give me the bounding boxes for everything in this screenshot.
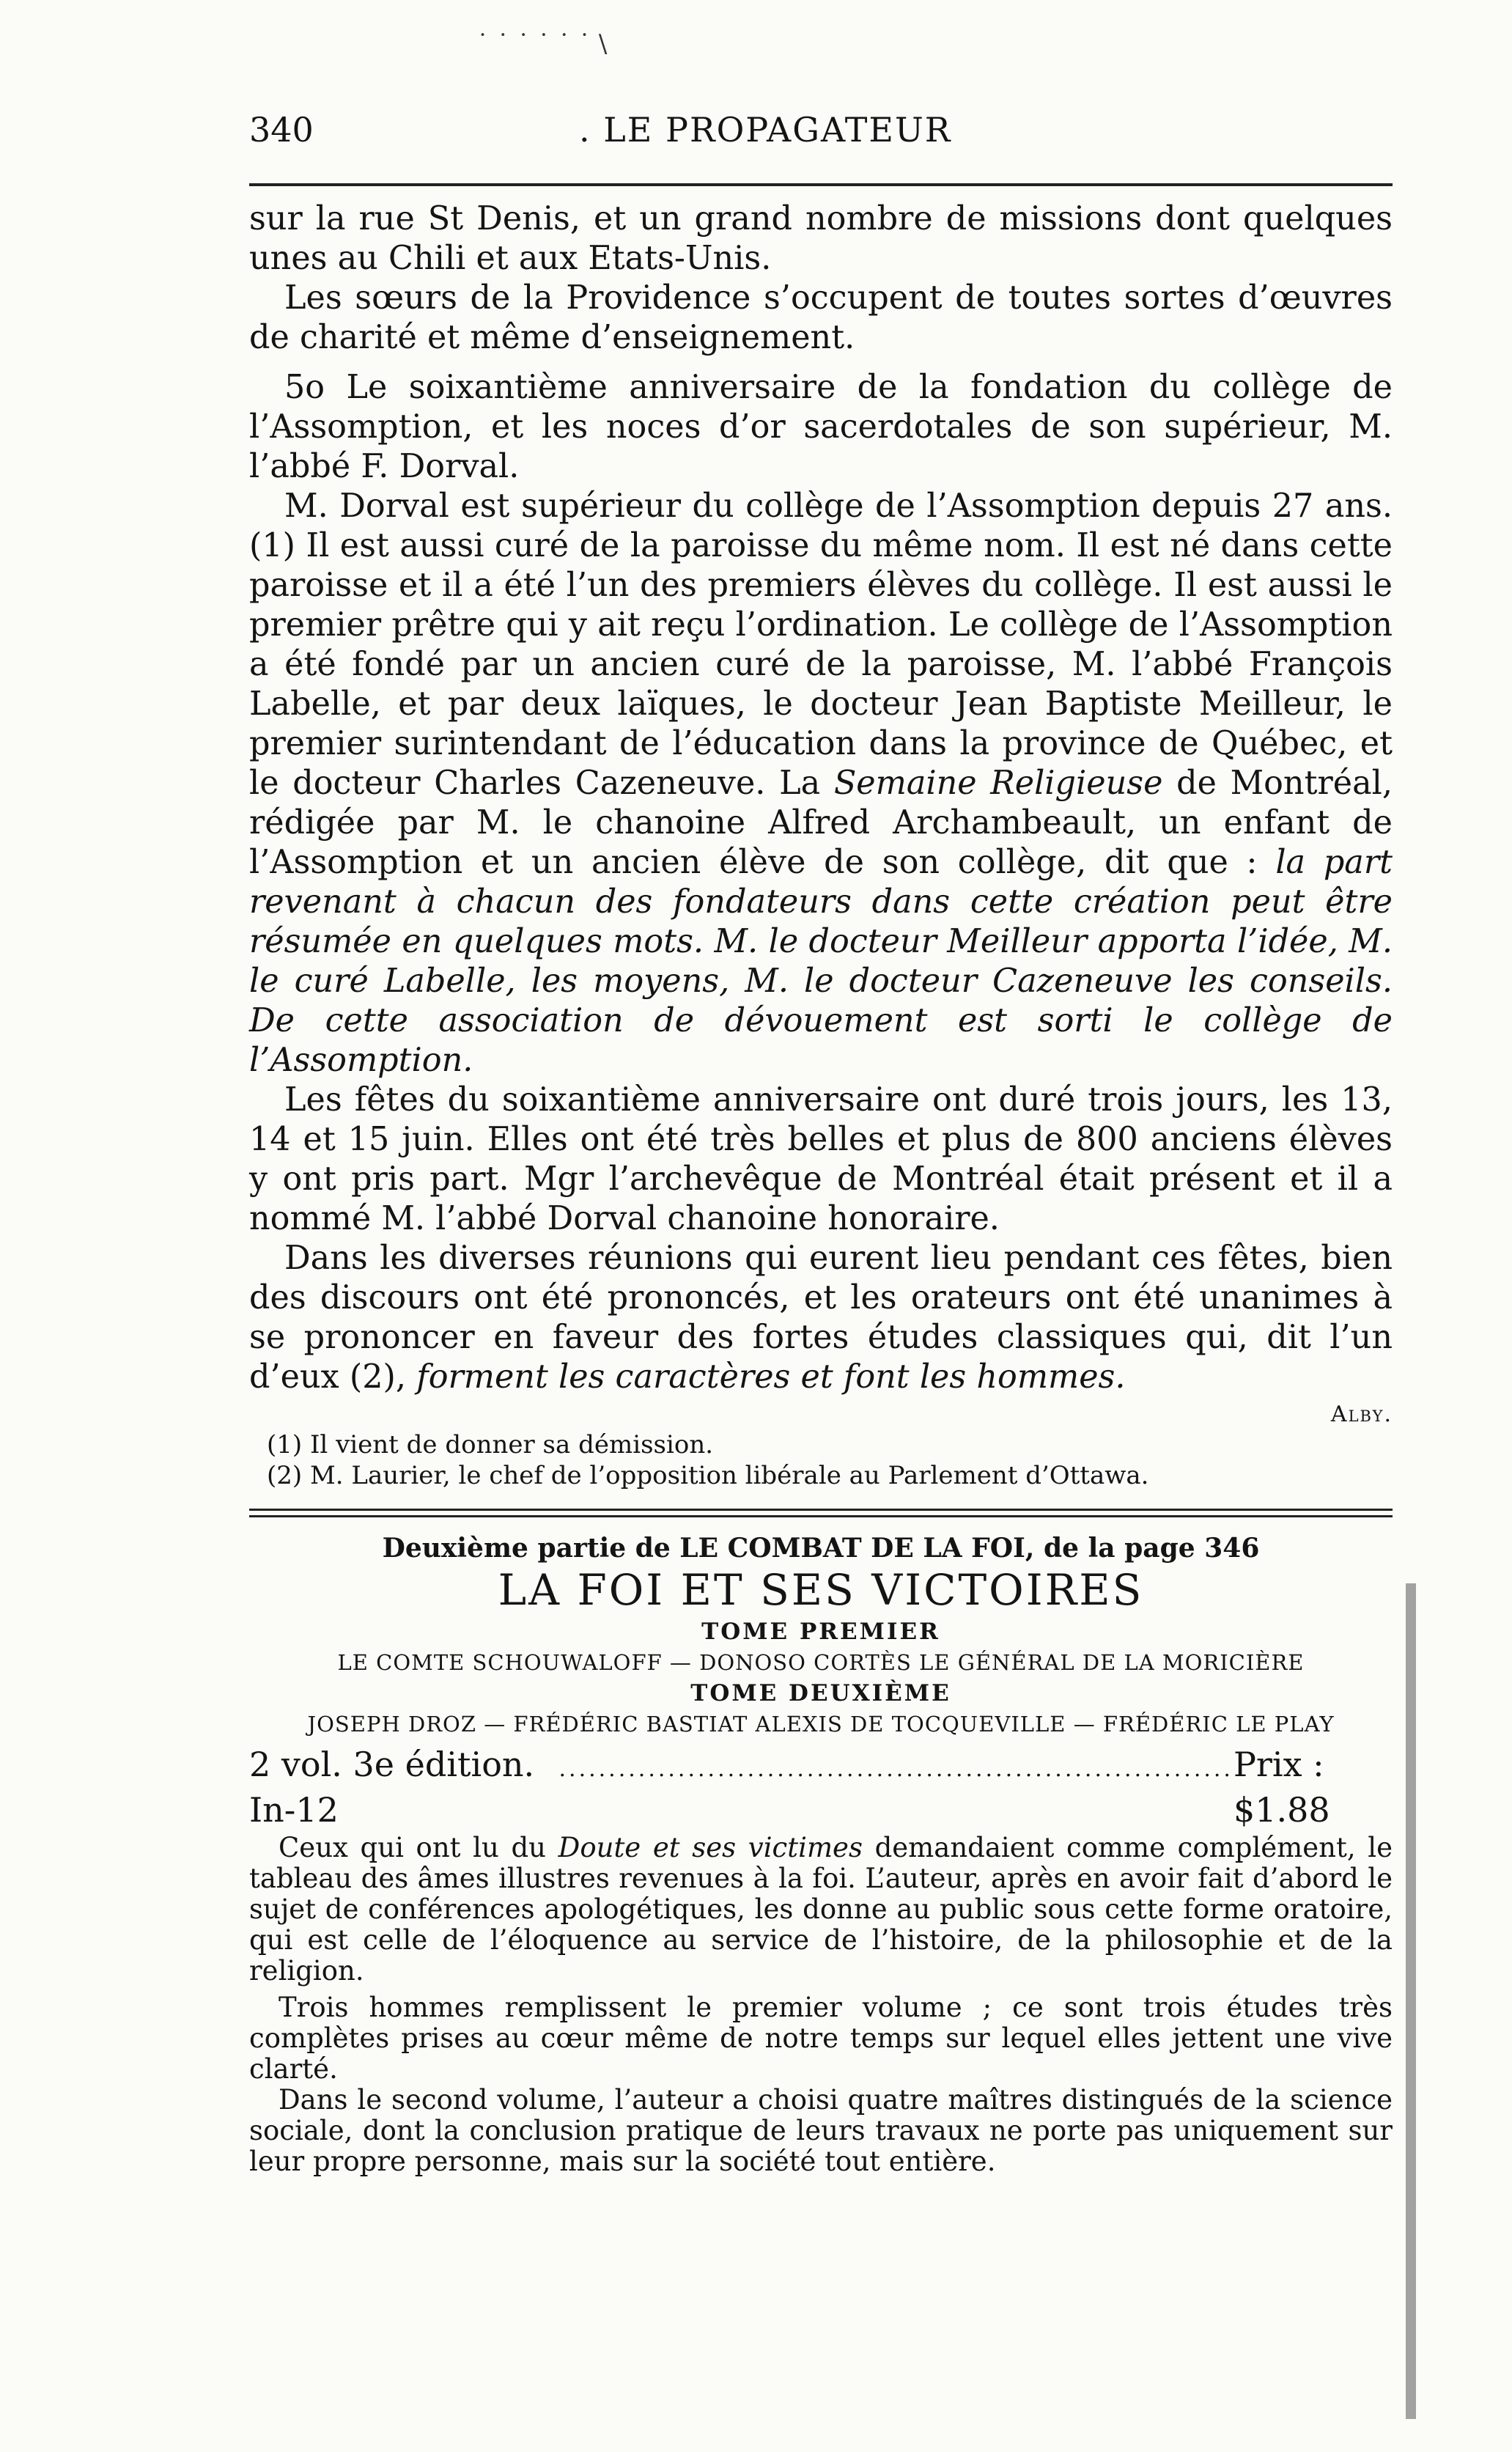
author-signature: Alby.	[1330, 1402, 1393, 1427]
paragraph-1: sur la rue St Denis, et un grand nombre de missions dont quelques unes au Chili et aux Etats-Unis.	[249, 200, 1393, 277]
paragraph-4-quote: la part revenant à chacun des fondateurs dans cette création peut être résumée en quelques mots. M. le docteur Meilleur apporta l’idée, M. le curé Labelle, les moyens, M. le docteur Cazeneuve les conseils. De cette association de dévouement est sorti le collège de l’Assomption.	[249, 844, 1393, 1079]
book-page	[249, 110, 1393, 2177]
paragraph-6-text: Dans les diverses réunions qui eurent lieu pendant ces fêtes, bien des discours ont été prononcés, et les orateurs ont été unanimes à se prononcer en faveur des fortes études classiques qui, dit l’un d’eux (2),	[249, 1240, 1393, 1396]
advert-title: LA FOI ET SES VICTOIRES	[498, 1565, 1144, 1615]
paragraph-4-mid: de Montréal, rédigée par M. le chanoine Alfred Archambeault, un enfant de l’Assomption et un ancien élève de son collège, dit que :	[249, 765, 1393, 881]
header-rule	[249, 183, 1393, 186]
print-specks: ˙ ˙ ˙ ˙ ˙ ˙ \	[476, 29, 608, 59]
running-header	[249, 110, 1393, 169]
advert-p1-b: demandaient comme complément, le tableau des âmes illustres revenues à la foi. L’auteur, après en avoir fait d’abord le sujet de conférences apologétiques, les donne au public sous cette forme oratoire, qui est celle de l’éloquence au service de l’histoire, de la philosophie et de la religion.	[249, 1832, 1393, 1987]
advert-paragraph-3: Dans le second volume, l’auteur a choisi quatre maîtres distingués de la science sociale, dont la conclusion pratique de leurs travaux ne porte pas uniquement sur leur propre personne, mais sur la société tout entière.	[249, 2084, 1393, 2177]
advert-paragraph-1	[249, 1833, 1393, 1987]
price: Prix : $1.88	[1233, 1745, 1330, 1830]
paragraph-4-italic-title: Semaine Religieuse	[833, 765, 1163, 802]
tome-2-names: JOSEPH DROZ — FRÉDÉRIC BASTIAT ALEXIS DE TOCQUEVILLE — FRÉDÉRIC LE PLAY	[307, 1712, 1335, 1737]
advert-paragraph-2: Trois hommes remplissent le premier volume ; ce sont trois études très complètes prises au cœur même de notre temps sur lequel elles jettent une vive clarté.	[249, 1992, 1393, 2085]
tome-1-names: LE COMTE SCHOUWALOFF — DONOSO CORTÈS LE GÉNÉRAL DE LA MORICIÈRE	[337, 1650, 1305, 1675]
paragraph-5: Les fêtes du soixantième anniversaire ont duré trois jours, les 13, 14 et 15 juin. Elles ont été très belles et plus de 800 anciens élèves y ont pris part. Mgr l’archevêque de Montréal était présent et il a nommé M. l’abbé Dorval chanoine honoraire.	[249, 1081, 1393, 1237]
page-number: 340	[249, 110, 314, 150]
paragraph-4-text: M. Dorval est supérieur du collège de l’Assomption depuis 27 ans. (1) Il est aussi curé de la paroisse du même nom. Il est né dans cette paroisse et il a été l’un des premiers élèves du collège. Il est aussi le premier prêtre qui y ait reçu l’ordination. Le collège de l’Assomption a été fondé par un ancien curé de la paroisse, M. l’abbé François Labelle, et par deux laïques, le docteur Jean Baptiste Meilleur, le premier surintendant de l’éducation dans la province de Québec, et le docteur Charles Cazeneuve. La	[249, 487, 1393, 802]
double-rule	[249, 1509, 1393, 1517]
paragraph-6	[249, 1239, 1393, 1397]
footnote-2: (2) M. Laurier, le chef de l’opposition libérale au Parlement d’Ottawa.	[267, 1461, 1149, 1490]
price-line	[249, 1742, 1393, 1833]
paragraph-6-italic: forment les caractères et font les hommes.	[416, 1358, 1126, 1396]
paragraph-4	[249, 487, 1393, 1080]
tome-1-heading: TOME PREMIER	[701, 1619, 940, 1645]
advert-p1-a: Ceux qui ont lu du	[279, 1832, 547, 1863]
edition-info: 2 vol. 3e édition. In-12	[249, 1745, 535, 1830]
paragraph-2: Les sœurs de la Providence s’occupent de toutes sortes d’œuvres de charité et même d’enseignement.	[249, 279, 1393, 356]
section-gap	[249, 358, 1393, 368]
running-title: . LE PROPAGATEUR	[579, 110, 952, 150]
page-edge-shadow	[1406, 1583, 1416, 2419]
dot-leaders: ....................................................................	[558, 1756, 1233, 1782]
tome-2-heading: TOME DEUXIÈME	[690, 1680, 951, 1707]
advert-subtitle: Deuxième partie de LE COMBAT DE LA FOI, de la page 346	[382, 1533, 1260, 1564]
article-body	[249, 199, 1393, 1491]
footnote-1: (1) Il vient de donner sa démission.	[267, 1430, 714, 1459]
advert-p1-italic: Doute et ses victimes	[558, 1832, 863, 1863]
book-advertisement	[249, 1532, 1393, 2177]
paragraph-3: 5o Le soixantième anniversaire de la fondation du collège de l’Assomption, et les noces d’or sacerdotales de son supérieur, M. l’abbé F. Dorval.	[249, 369, 1393, 485]
